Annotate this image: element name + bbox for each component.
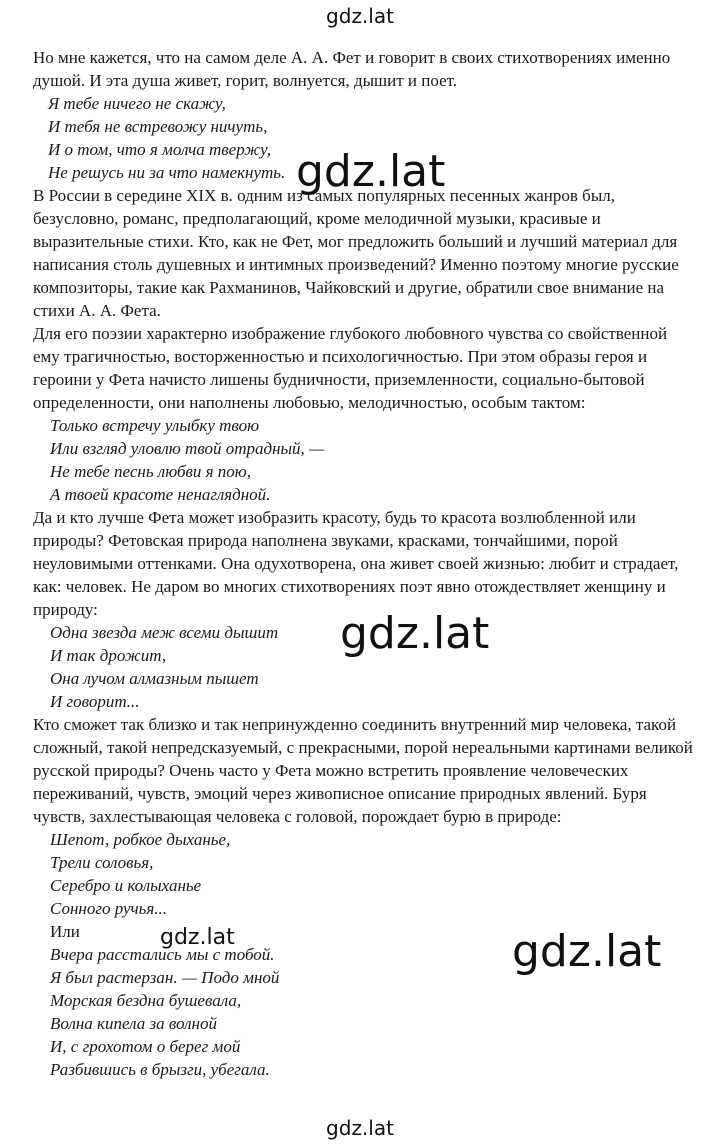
paragraph: Но мне кажется, что на самом деле А. А. Фет и говорит в своих стихотворениях именно душой. И эта душа живет, горит, волнуется, дышит и поет.: [33, 48, 671, 90]
watermark-center-upper: gdz.lat: [296, 146, 446, 197]
watermark-center-middle: gdz.lat: [340, 608, 490, 659]
verse-line: Или взгляд уловлю твой отрадный, —: [50, 439, 325, 458]
verse-line: А твоей красоте ненаглядной.: [50, 485, 271, 504]
verse-line: Одна звезда меж всеми дышит: [50, 623, 279, 642]
verse-line: Я тебе ничего не скажу,: [48, 94, 226, 113]
verse-line: Не решусь ни за что намекнуть.: [48, 163, 286, 182]
watermark-lower-right: gdz.lat: [512, 926, 662, 977]
verse-line: Она лучом алмазным пышет: [50, 669, 259, 688]
verse-line: Морская бездна бушевала,: [50, 991, 242, 1010]
verse-line: И о том, что я молча твержу,: [48, 140, 272, 159]
connector-text: Или: [50, 922, 80, 941]
verse-line: Шепот, робкое дыханье,: [50, 830, 231, 849]
verse-line: Только встречу улыбку твою: [50, 416, 260, 435]
watermark-top: gdz.lat: [326, 4, 394, 28]
verse-line: И, с грохотом о берег мой: [50, 1037, 241, 1056]
verse-line: И так дрожит,: [50, 646, 167, 665]
watermark-small-lower: gdz.lat: [160, 925, 235, 950]
verse-line: И говорит...: [50, 692, 140, 711]
watermark-bottom: gdz.lat: [326, 1116, 394, 1140]
verse-line: Трели соловья,: [50, 853, 154, 872]
paragraph: Кто сможет так близко и так непринужденно соединить внутренний мир человека, такой сложный, такой непредсказуемый, с прекрасными, порой нереальными картинами великой русской природы? Очень часто у Фета можно встретить проявление человеческих переживаний, чувств, эмоций через живописное описание природных явлений. Буря чувств, захлестывающая человека с головой, порождает бурю в природе:: [33, 715, 693, 826]
paragraph: В России в середине XIX в. одним из самых популярных песенных жанров был, безусловно, романс, предполагающий, кроме мелодичной музыки, красивые и выразительные стихи. Кто, как не Фет, мог предложить больший и лучший материал для написания столь душевных и интимных произведений? Именно поэтому многие русские композиторы, такие как Рахманинов, Чайковский и другие, обратили свое внимание на стихи А. А. Фета.: [33, 186, 679, 320]
verse-line: Вчера расстались мы с тобой.: [50, 945, 275, 964]
paragraph: Для его поэзии характерно изображение глубокого любовного чувства со свойственной ему трагичностью, восторженностью и психологичностью. При этом образы героя и героини у Фета начисто лишены будничности, приземленности, социально-бытовой определенности, они наполнены любовью, мелодичностью, особым тактом:: [33, 324, 668, 412]
verse-line: Серебро и колыханье: [50, 876, 202, 895]
verse-line: Разбившись в брызги, убегала.: [50, 1060, 270, 1079]
verse-line: Волна кипела за волной: [50, 1014, 217, 1033]
verse-line: И тебя не встревожу ничуть,: [48, 117, 268, 136]
paragraph: Да и кто лучше Фета может изобразить красоту, будь то красота возлюбленной или природы? Фетовская природа наполнена звуками, красками, тончайшими, порой неуловимыми оттенками. Она одухотворена, она живет своей жизнью: любит и страдает, как: человек. Не даром во многих стихотворениях поэт явно отождествляет женщину и природу:: [33, 508, 679, 619]
verse-line: Я был растерзан. — Подо мной: [50, 968, 280, 987]
verse-line: Не тебе песнь любви я пою,: [50, 462, 252, 481]
verse-line: Сонного ручья...: [50, 899, 168, 918]
